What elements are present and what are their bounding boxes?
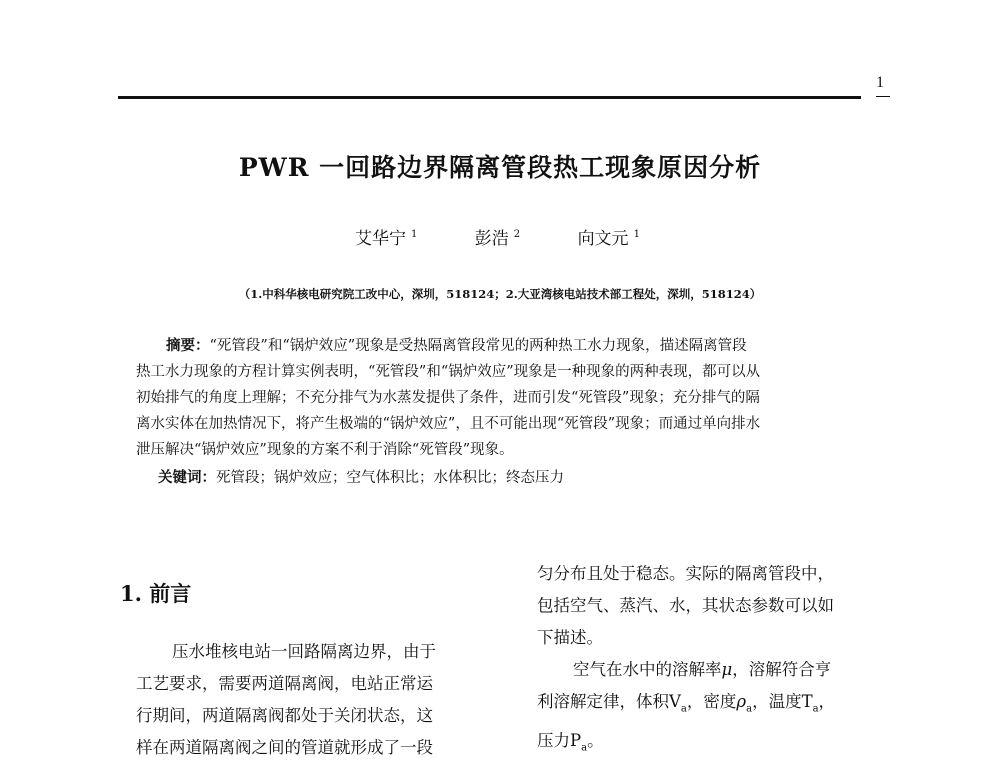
- body-line: 压力$P_a$。: [537, 731, 604, 754]
- header-rule: [118, 96, 861, 99]
- abstract-line: 离水实体在加热情况下，将产生极端的“锅炉效应”，且不可能出现“死管段”现象；而通过单向排水: [136, 416, 761, 432]
- body-column-right: [537, 558, 835, 765]
- abstract-line: 热工水力现象的方程计算实例表明，“死管段”和“锅炉效应”现象是一种现象的两种表现，都可以从: [136, 364, 761, 380]
- author-3: 向文元 $^1$: [577, 229, 640, 249]
- abstract-line: 摘要：“死管段”和“锅炉效应”现象是受热隔离管段常见的两种热工水力现象，描述隔离管段: [166, 337, 747, 354]
- keywords: [158, 466, 564, 487]
- page-number-underline: [876, 96, 890, 97]
- abstract-line: 泄压解决“锅炉效应”现象的方案不利于消除“死管段”现象。: [136, 442, 514, 458]
- abstract-line: 初始排气的角度上理解；不充分排气为水蒸发提供了条件，进而引发“死管段”现象；充分排气的隔: [136, 390, 760, 406]
- body-line: 利溶解定律，体积$V_a$，密度$\rho_a$，温度$T_a$，: [537, 692, 836, 715]
- body-line: 工艺要求，需要两道隔离阀，电站正常运: [136, 674, 433, 693]
- author-1: 艾华宁 $^1$: [355, 229, 418, 249]
- paper-title: PWR 一回路边界隔离管段热工现象原因分析: [238, 153, 762, 182]
- abstract: [136, 333, 888, 463]
- keywords-text: 死管段；锅炉效应；空气体积比；水体积比；终态压力: [216, 470, 564, 486]
- affiliation: （1.中科华核电研究院工改中心，深圳，518124；2.大亚湾核电站技术部工程处，深圳，518124）: [238, 287, 762, 301]
- body-line: 匀分布且处于稳态。实际的隔离管段中，: [537, 564, 834, 583]
- body-line: 空气在水中的溶解率μ，溶解符合亨: [573, 660, 832, 679]
- keywords-label: 关键词：: [158, 469, 216, 486]
- body-line: 样在两道隔离阀之间的管道就形成了一段: [136, 738, 433, 757]
- author-list: [355, 224, 692, 249]
- body-line: 包括空气、蒸汽、水，其状态参数可以如: [537, 596, 834, 615]
- section-heading: 1. 前言: [120, 581, 192, 606]
- abstract-label: 摘要：: [166, 337, 210, 354]
- body-column-left: [136, 636, 436, 764]
- author-2: 彭浩 $^2$: [474, 229, 521, 249]
- body-line: 压水堆核电站一回路隔离边界，由于: [172, 642, 436, 661]
- body-line: 行期间，两道隔离阀都处于关闭状态，这: [136, 706, 433, 725]
- body-line: 下描述。: [537, 628, 603, 647]
- page-number: 1: [876, 74, 884, 91]
